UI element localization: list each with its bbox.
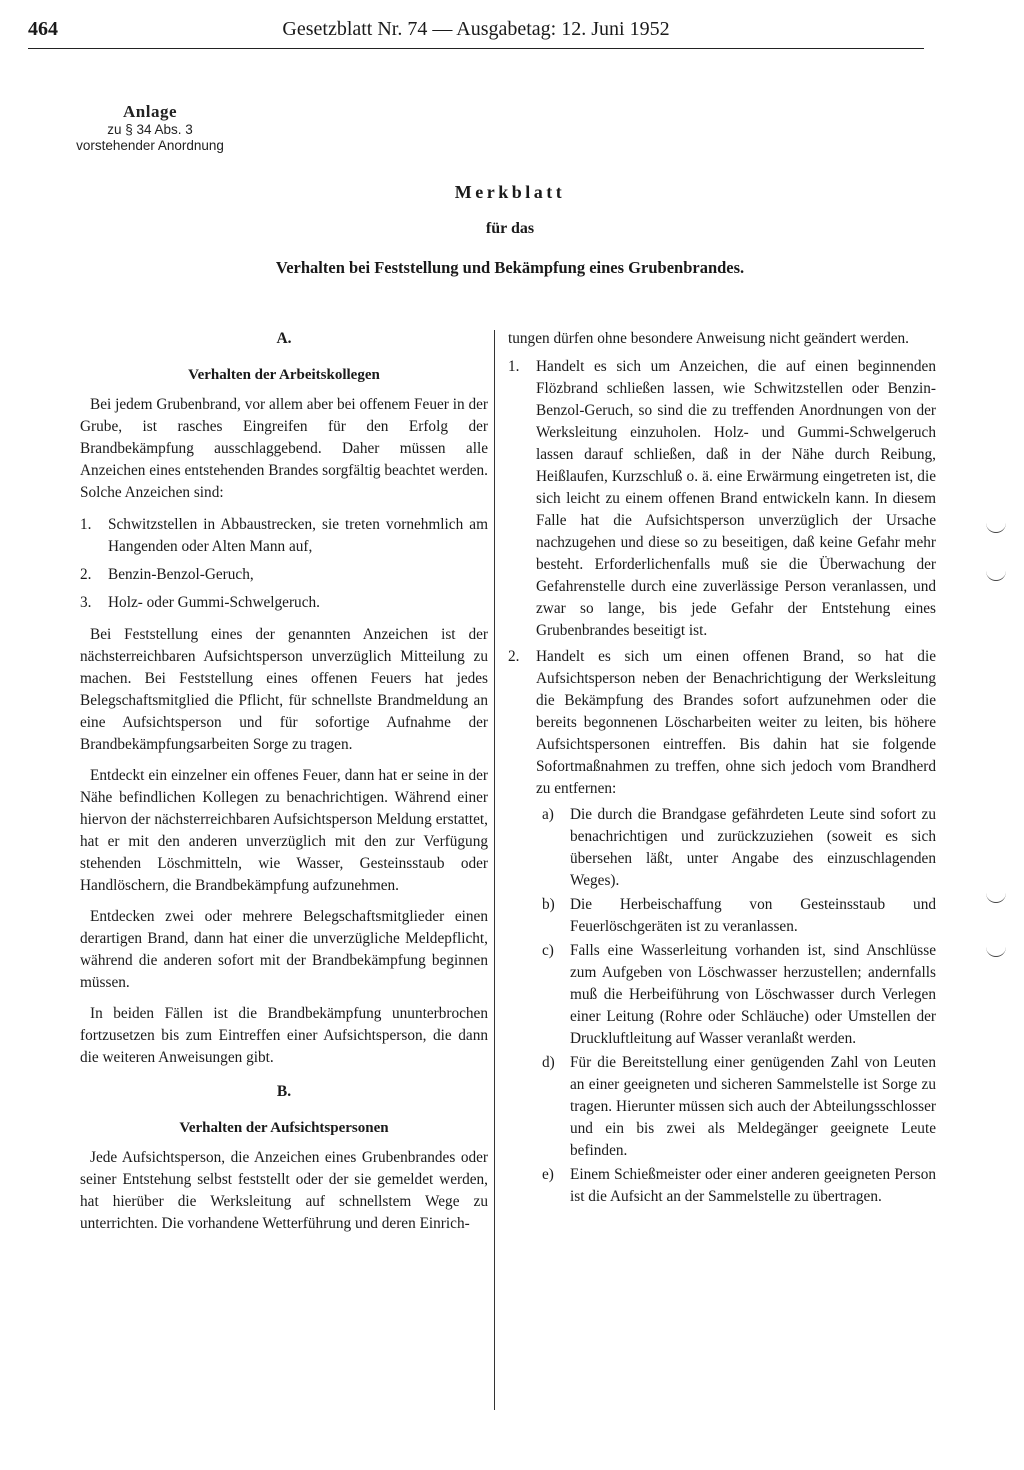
sub-list-text: Falls eine Wasserleitung vorhanden ist, sind Anschlüsse zum Aufgeben von Löschwasser herzustellen; andernfalls muß die Herbeiführung von Löschwasser durch Verlegen einer Leitung (Rohre oder Schläuche) oder Umstellen der Druckluftleitung auf Wasser veranlaßt werden. (570, 942, 936, 1047)
left-column (80, 328, 488, 1244)
list-item (80, 592, 488, 614)
sub-list-text: Für die Bereitstellung einer genügenden Zahl von Leuten an einer geeigneten und sicheren Sammelstelle ist Sorge zu tragen. Hierunter müssen sich auch der Abteilungsschlosser und ein bis zwei als Meldegänger geeignete Leute befinden. (570, 1054, 936, 1159)
list-item (508, 356, 936, 642)
list-number: 1. (80, 516, 92, 533)
paragraph: Entdecken zwei oder mehrere Belegschaftsmitglieder einen derartigen Brand, dann hat einer die unverzügliche Meldepflicht, während die anderen sofort mit der Brandbekämpfung beginnen müssen. (80, 908, 488, 991)
list-text: Handelt es sich um einen offenen Brand, so hat die Aufsichtsperson neben der Benachrichtigung der Werksleitung die Bekämpfung des Brandes sofort aufzunehmen oder die bereits begonnenen Löscharbeiten weiter zu leiten, bis höhere Aufsichtspersonen eintreffen. Bis dahin hat sie folgende Sofortmaßnahmen zu treffen, ohne sich jedoch vom Brandherd zu entfernen: (536, 648, 936, 797)
right-column (508, 328, 936, 1210)
annex-note (50, 102, 250, 154)
page-header (28, 14, 924, 49)
sub-list-letter: e) (542, 1166, 554, 1183)
annex-reference: zu § 34 Abs. 3 (107, 122, 193, 137)
margin-mark (986, 946, 1006, 957)
paragraph-continuation: tungen dürfen ohne besondere Anweisung nicht geändert werden. (508, 330, 909, 347)
document-title: Merkblatt (454, 182, 566, 202)
sub-list-letter: d) (542, 1054, 555, 1071)
margin-mark (986, 892, 1006, 903)
paragraph: Bei Feststellung eines der genannten Anzeichen ist der nächsterreichbaren Aufsichtsperson unverzüglich Mitteilung zu machen. Bei Feststellung eines offenen Feuers hat jedes Belegschaftsmitglied die Pflicht, für schnellste Brandmeldung an eine Aufsichtsperson und für sofortige Aufnahme der Brandbekämpfungsarbeiten Sorge zu tragen. (80, 626, 488, 753)
annex-reference-2: vorstehender Anordnung (76, 138, 224, 153)
list-number: 3. (80, 594, 92, 611)
annex-title: Anlage (123, 102, 177, 121)
section-b-heading: Verhalten der Aufsichtspersonen (179, 1120, 389, 1136)
margin-mark (986, 570, 1006, 581)
measures-list (508, 804, 936, 1208)
sub-list-item (536, 1164, 936, 1208)
list-text: Benzin-Benzol-Geruch, (108, 566, 254, 583)
sub-list-letter: a) (542, 806, 554, 823)
list-item (80, 564, 488, 586)
page-number: 464 (28, 18, 58, 40)
sub-list-item (536, 940, 936, 1050)
sub-list-letter: c) (542, 942, 554, 959)
document-subtitle: Verhalten bei Feststellung und Bekämpfung eines Grubenbrandes. (275, 258, 745, 277)
column-divider (494, 330, 495, 1410)
header-title: Gesetzblatt Nr. 74 — Ausgabetag: 12. Juni 1952 (282, 18, 670, 40)
section-b-letter: B. (276, 1083, 292, 1100)
sub-list-item (536, 804, 936, 892)
sub-list-text: Die Herbeischaffung von Gesteinsstaub und Feuerlöschgeräten ist zu veranlassen. (570, 896, 936, 935)
list-text: Schwitzstellen in Abbaustrecken, sie treten vornehmlich am Hangenden oder Alten Mann auf, (108, 516, 488, 555)
sub-list-text: Einem Schießmeister oder einer anderen geeigneten Person ist die Aufsicht an der Sammelstelle zu übertragen. (570, 1166, 936, 1205)
sub-list-text: Die durch die Brandgase gefährdeten Leute sind sofort zu benachrichtigen und zurückzuziehen (soweit es sich übersehen läßt, unter Angabe des einzuschlagenden Weges). (570, 806, 936, 889)
list-text: Handelt es sich um Anzeichen, die auf einen beginnenden Flözbrand schließen lassen, wie Schwitzstellen oder Benzin-Benzol-Geruch, so sind die zu treffenden Anordnungen von der Werksleitung einzuholen. Holz- und Gummi-Schwelgeruch lassen darauf schließen, daß in der Nähe durch Reibung, Heißlaufen, Kurzschluß o. ä. eine Erwärmung eingetreten ist, die sich leicht zu einem offenen Brand entwickeln kann. In diesem Falle hat die Aufsichtsperson unverzüglich der Ursache nachzugehen und diese so zu beseitigen, daß keine Gefahr mehr besteht. Erforderlichenfalls muß sie die Überwachung der Gefahrenstelle durch eine zuverlässige Person veranlassen, und zwar so lange, bis jede Gefahr der Entstehung eines Grubenbrandes beseitigt ist. (536, 358, 936, 639)
sub-list-letter: b) (542, 896, 555, 913)
section-a-letter: A. (276, 330, 292, 347)
paragraph: Entdeckt ein einzelner ein offenes Feuer, dann hat er seine in der Nähe befindlichen Kollegen zu benachrichtigen. Während einer hiervon der nächsterreichbaren Aufsichtsperson Meldung erstattet, hat er mit den anderen unverzüglich mit den zur Verfügung stehenden Löschmitteln, wie Wasser, Gesteinsstaub oder Handlöschern, die Brandbekämpfung aufzunehmen. (80, 767, 488, 894)
list-item (80, 514, 488, 558)
sub-list-item (536, 894, 936, 938)
list-text: Holz- oder Gummi-Schwelgeruch. (108, 594, 320, 611)
paragraph: In beiden Fällen ist die Brandbekämpfung ununterbrochen fortzusetzen bis zum Eintreffen einer Aufsichtsperson, die dann die weiteren Anweisungen gibt. (80, 1005, 488, 1066)
sub-list-item (536, 1052, 936, 1162)
signs-list (80, 514, 488, 614)
list-number: 1. (508, 358, 520, 375)
list-item (508, 646, 936, 800)
list-number: 2. (508, 648, 520, 665)
paragraph: Jede Aufsichtsperson, die Anzeichen eines Grubenbrandes oder seiner Entstehung selbst feststellt oder der sie gemeldet werden, hat hierüber die Werksleitung auf schnellstem Wege zu unterrichten. Die vorhandene Wetterführung und deren Einrich- (80, 1149, 488, 1232)
paragraph: Bei jedem Grubenbrand, vor allem aber bei offenem Feuer in der Grube, ist rasches Eingreifen für den Erfolg der Brandbekämpfung ausschlaggebend. Daher müssen alle Anzeichen eines entstehenden Brandes sorgfältig beachtet werden. Solche Anzeichen sind: (80, 396, 488, 501)
margin-mark (986, 522, 1006, 533)
list-number: 2. (80, 566, 92, 583)
document-title-connector: für das (485, 220, 535, 237)
section-a-heading: Verhalten der Arbeitskollegen (188, 367, 380, 383)
